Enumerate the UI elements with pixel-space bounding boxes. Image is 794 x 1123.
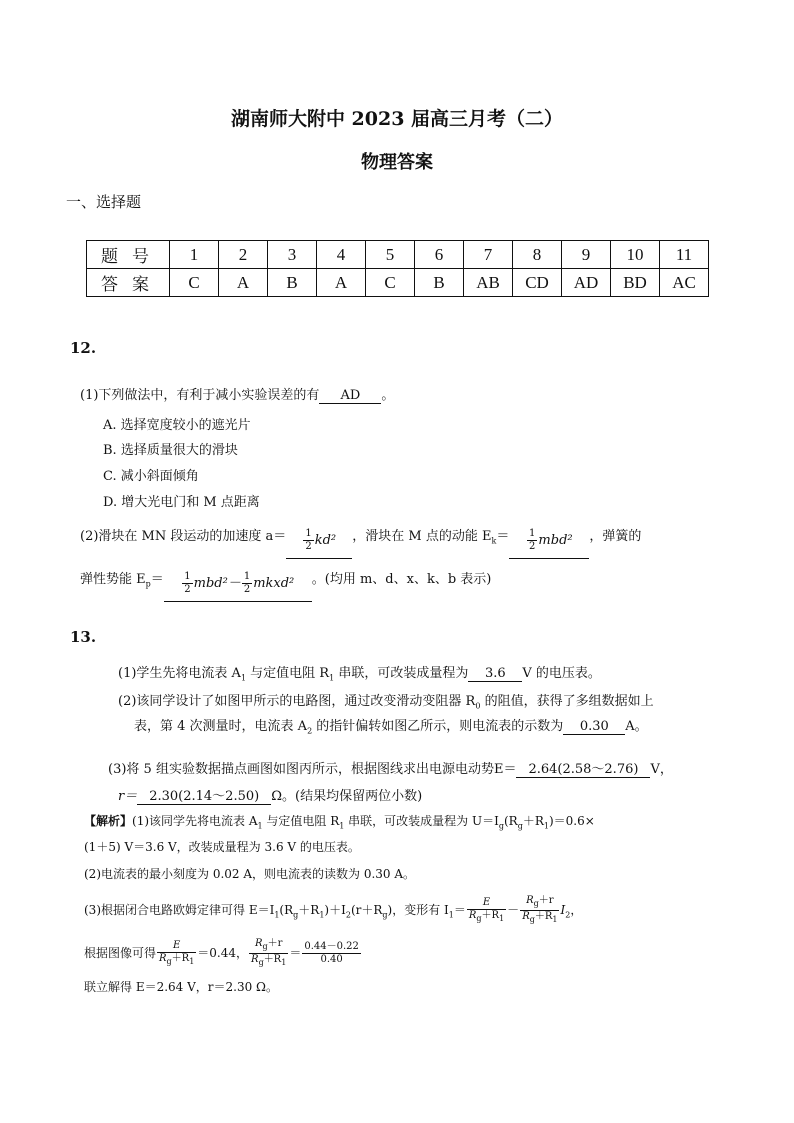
sub: g [293, 910, 299, 920]
text: 根据图像可得 [84, 946, 157, 960]
text: R [251, 954, 259, 965]
table-row-numbers [87, 241, 709, 269]
answer-tail: mbd² [538, 532, 573, 548]
sub: k [491, 536, 497, 546]
text: ＋r [538, 895, 554, 906]
section-heading: 一、选择题 [66, 193, 142, 211]
text: 串联，可改装成量程为 [334, 666, 469, 681]
text: ＋r [267, 938, 283, 949]
q13-part1 [118, 662, 601, 683]
table-cell: B [415, 269, 464, 297]
sub: 1 [319, 910, 325, 920]
text: R [526, 895, 534, 906]
sub: 1 [543, 821, 549, 831]
analysis-line6: 联立解得 E＝2.64 V，r＝2.30 Ω。 [84, 980, 278, 994]
text: A。 [625, 719, 648, 734]
table-cell: A [317, 269, 366, 297]
q13-part1-answer: 3.6 [468, 666, 522, 682]
frac-den [249, 954, 288, 969]
text: ＋R [298, 903, 320, 917]
q12-answer-elastic-energy [164, 567, 312, 602]
sub: 1 [339, 821, 345, 831]
sub: 2 [565, 910, 571, 920]
text: r＝ [118, 789, 138, 804]
q12-option-b: B. 选择质量很大的滑块 [103, 443, 238, 458]
table-cell: 3 [268, 241, 317, 269]
fraction [527, 528, 537, 553]
q12-answer-kinetic-energy [509, 524, 589, 559]
table-cell: 4 [317, 241, 366, 269]
sub: g [258, 958, 264, 967]
table-cell: B [268, 269, 317, 297]
q12-part1-end: 。 [381, 388, 395, 403]
fraction [249, 938, 288, 969]
q13-part2-answer: 0.30 [563, 719, 625, 735]
table-cell: 9 [562, 241, 611, 269]
sub: g [476, 913, 482, 923]
text: (3)根据闭合电路欧姆定律可得 E＝I [84, 903, 275, 917]
frac-num [520, 895, 559, 911]
frac-num: 1 [529, 527, 536, 539]
frac-den: 2 [529, 540, 536, 552]
text: R [522, 911, 530, 922]
text: Ω。(结果均保留两位小数) [271, 789, 423, 804]
fraction [182, 571, 192, 596]
table-cell: BD [611, 269, 660, 297]
q12-part1-answer: AD [319, 388, 381, 404]
sub: g [529, 915, 535, 924]
page-title: 湖南师大附中 2023 届高三月考（二） [230, 108, 564, 130]
analysis-line3: (2)电流表的最小刻度为 0.02 A，则电流表的读数为 0.30 A。 [84, 867, 416, 881]
text: ＝0.44， [197, 946, 249, 960]
q12-part2-line1: (2)滑块在 MN 段运动的加速度 a＝ $\frac{1}{2}$ kd² ，滑块在 M 点的动能 $E_k=$ $\frac{1}{2}$ mbd² ，弹簧的 [80, 520, 641, 559]
text: (3)将 5 组实验数据描点画图如图丙所示，根据图线求出电源电动势E＝ [108, 762, 517, 777]
text: ＋R [522, 814, 544, 828]
text: 表，第 4 次测量时，电流表 A [134, 719, 308, 734]
q13-part2-line2 [134, 715, 648, 736]
table-cell: AB [464, 269, 513, 297]
answer-tail: mkxd² [253, 575, 295, 591]
fraction [467, 897, 506, 925]
answer-mid: mbd²－ [193, 575, 241, 591]
text: (2)该同学设计了如图甲所示的电路图，通过改变滑动变阻器 R [118, 694, 476, 709]
sub: 2 [345, 910, 351, 920]
q13-part3-answer-emf: 2.64(2.58～2.76) [516, 762, 650, 778]
table-cell: A [219, 269, 268, 297]
q12-part2-text-c: ，弹簧的 [589, 529, 642, 544]
frac-den: 2 [243, 583, 251, 595]
q12-part2-line2: 弹性势能 $E_p=$ $\frac{1}{2}$ mbd²－ $\frac{1}{2}$ mkxd² 。(均用 m、d、x、k、b 表示) [80, 563, 491, 602]
table-cell: 6 [415, 241, 464, 269]
sub: 2 [307, 726, 313, 736]
sub: 1 [240, 673, 247, 683]
question-13-number: 13. [70, 628, 97, 646]
text: － [507, 903, 520, 917]
q12-part2-text-d: 弹性势能 E [80, 572, 146, 587]
sub: 1 [499, 913, 505, 923]
q12-answer-acceleration [286, 524, 352, 559]
sub: 1 [329, 673, 335, 683]
text: ， [570, 903, 583, 917]
table-cell: 7 [464, 241, 513, 269]
q12-part1-text: (1)下列做法中，有利于减小实验误差的有 [80, 388, 320, 403]
frac-den: 0.40 [320, 954, 343, 965]
text: V， [650, 762, 673, 777]
sub: g [498, 821, 504, 831]
row-label-answer: 答案 [87, 269, 170, 297]
q12-part2-text-e: 。(均用 m、d、x、k、b 表示) [311, 572, 492, 587]
sub: 1 [281, 958, 287, 967]
sub: g [262, 942, 268, 951]
sub: g [517, 821, 523, 831]
table-cell: 5 [366, 241, 415, 269]
answer-table [86, 240, 709, 297]
text: V 的电压表。 [522, 666, 601, 681]
q12-part1 [80, 384, 394, 404]
question-12-number: 12. [70, 339, 97, 357]
sub: g [382, 910, 388, 920]
frac-den: 2 [305, 540, 312, 552]
fraction [520, 895, 559, 926]
text: (1)该同学先将电流表 A [132, 814, 258, 828]
text: ＋R [534, 911, 553, 922]
table-cell: 2 [219, 241, 268, 269]
table-cell: 1 [170, 241, 219, 269]
text: 的指针偏转如图乙所示，则电流表的示数为 [312, 719, 564, 734]
sub: 1 [189, 956, 195, 966]
frac-num: E [157, 940, 196, 953]
frac-den [157, 953, 196, 968]
frac-num: 1 [243, 570, 251, 582]
q12-option-d: D. 增大光电门和 M 点距离 [103, 495, 260, 510]
frac-num: 0.44－0.22 [304, 941, 359, 952]
sub: 1 [448, 910, 454, 920]
text: (1)学生先将电流表 A [118, 666, 241, 681]
text: ＋R [171, 952, 190, 964]
text: R [159, 952, 167, 964]
text: 与定值电阻 R [246, 666, 330, 681]
text: )＋I [324, 903, 346, 917]
q12-option-c: C. 减小斜面倾角 [103, 469, 199, 484]
table-cell: CD [513, 269, 562, 297]
text: )，变形有 I [387, 903, 449, 917]
frac-num: 1 [305, 527, 312, 539]
text: ＋R [481, 909, 500, 921]
table-cell: 8 [513, 241, 562, 269]
fraction [242, 571, 252, 596]
table-cell: C [366, 269, 415, 297]
text: (R [503, 814, 518, 828]
sub: 0 [475, 701, 481, 711]
text: 串联，可改装成量程为 U＝I [344, 814, 499, 828]
page-subtitle: 物理答案 [361, 152, 433, 173]
frac-den [520, 911, 559, 926]
sub: g [533, 899, 539, 908]
q12-option-a: A. 选择宽度较小的遮光片 [103, 418, 251, 433]
q13-part3-line1 [108, 758, 673, 778]
frac-num [249, 938, 288, 954]
analysis-line5: 根据图像可得 $\frac{E}{R_g+R_1}$ ＝0.44， $\frac{R_g+r}{R_g+R_1}$ ＝ $\frac{0.44-0.22}{0.40}$ [84, 938, 359, 967]
fraction [303, 528, 313, 553]
sub: g [166, 956, 172, 966]
table-cell: 10 [611, 241, 660, 269]
text: (R [279, 903, 294, 917]
q12-part2-text-a: (2)滑块在 MN 段运动的加速度 a＝ [80, 529, 287, 544]
row-label-number: 题号 [87, 241, 170, 269]
fraction [157, 940, 196, 968]
text: )＝0.6× [548, 814, 595, 828]
q13-part3-line2 [118, 785, 422, 805]
frac-num: 1 [184, 570, 191, 582]
frac-den [467, 910, 506, 925]
table-cell: AC [660, 269, 709, 297]
answer-tail: kd² [314, 532, 337, 548]
sub: 1 [257, 821, 263, 831]
q13-part3-answer-r: 2.30(2.14～2.50) [137, 789, 271, 805]
sub: p [145, 579, 151, 589]
fraction [302, 941, 361, 966]
text: R [254, 938, 263, 949]
text: R [468, 909, 477, 921]
analysis-line2: (1＋5) V＝3.6 V，改装成量程为 3.6 V 的电压表。 [84, 840, 360, 854]
q13-part2-line1 [118, 690, 654, 711]
table-row-answers [87, 269, 709, 297]
q12-part2-text-b: ，滑块在 M 点的动能 E [352, 529, 492, 544]
analysis-line4: (3)根据闭合电路欧姆定律可得 $E=I_1(R_g+R_1)+I_2(r+R_g)$，变形有 $I_1=$ $\frac{E}{R_g+R_1}$ － $\frac{R_g+r}{R_g+R_1}$ $I_2$， [84, 895, 583, 924]
text: (r＋R [350, 903, 383, 917]
analysis-line1 [84, 812, 595, 830]
text: ＝ [453, 903, 466, 917]
table-cell: 11 [660, 241, 709, 269]
frac-den: 2 [184, 583, 191, 595]
text: 的阻值，获得了多组数据如上 [480, 694, 654, 709]
sub: 1 [552, 915, 558, 924]
sub: 1 [274, 910, 280, 920]
frac-num: E [467, 897, 506, 910]
table-cell: C [170, 269, 219, 297]
table-cell: AD [562, 269, 611, 297]
text: ＋R [263, 954, 282, 965]
analysis-tag: 【解析】 [84, 814, 133, 828]
text: 与定值电阻 R [262, 814, 340, 828]
